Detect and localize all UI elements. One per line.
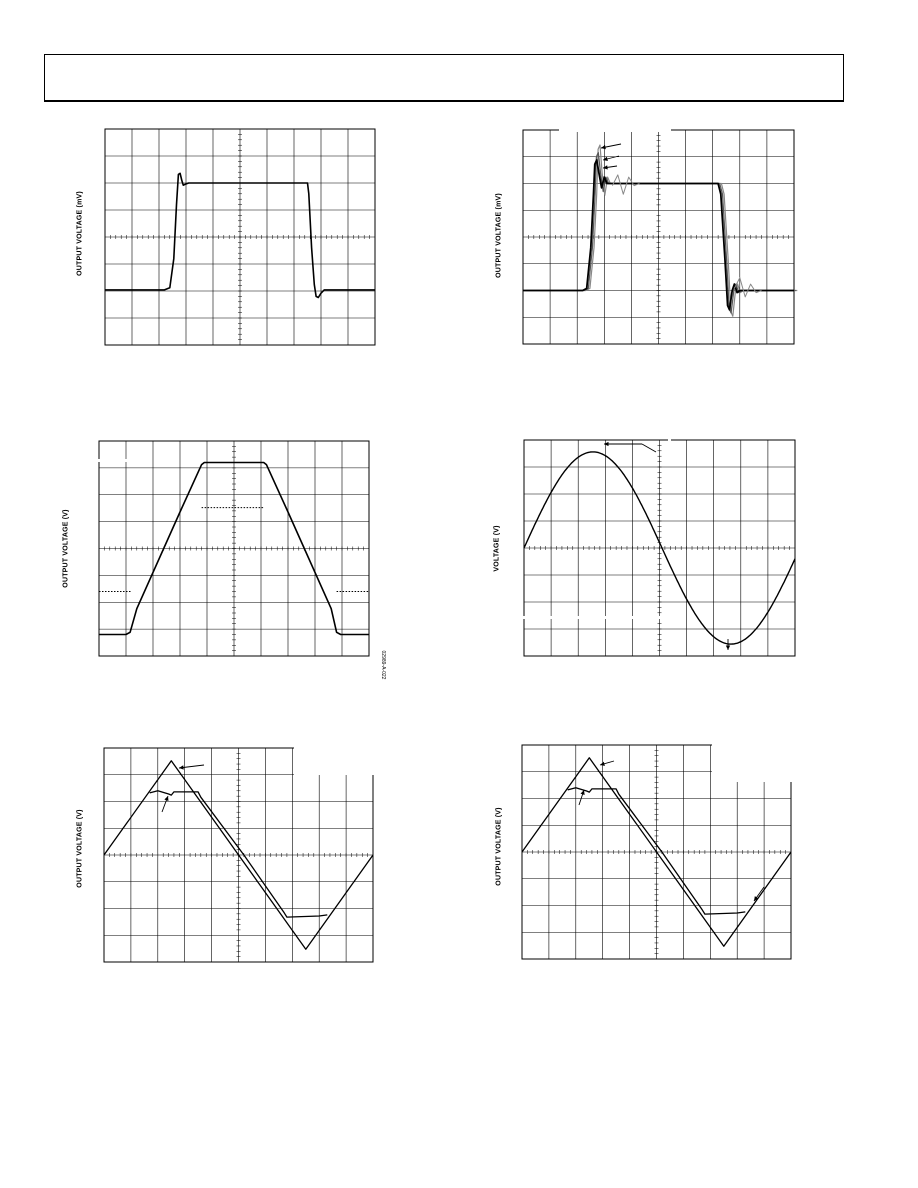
- p4-label-gap-top: [668, 439, 671, 459]
- p6-ylabel: OUTPUT VOLTAGE (V): [495, 807, 503, 886]
- p1-plot: [105, 129, 375, 345]
- p4-ylabel: VOLTAGE (V): [493, 525, 501, 572]
- p2-annotation-arrow-3: [603, 165, 617, 169]
- p5-ylabel: OUTPUT VOLTAGE (V): [76, 809, 84, 888]
- p3-plot: [99, 441, 369, 656]
- p2-series-b: [525, 153, 796, 314]
- p3-ylabel: OUTPUT VOLTAGE (V): [62, 509, 70, 588]
- p6-annotation-arrow-3: [754, 887, 764, 901]
- p4-annotation-arrow-bottom-head: [726, 645, 730, 650]
- p3-figure-number: 02989-A-022: [380, 650, 386, 680]
- p2-series-ringing: [612, 175, 639, 194]
- p6-annotation-arrow-2-head: [581, 790, 585, 795]
- p6-label-gap: [712, 744, 792, 782]
- p4-annotation-leader-top: [642, 444, 656, 452]
- p4-label-gap-bottom: [523, 616, 667, 619]
- page-header-box: [44, 54, 844, 102]
- p2-annotation-arrow-3-head: [603, 165, 608, 169]
- p6-plot: [522, 745, 791, 959]
- p5-annotation-arrow-1: [179, 765, 204, 770]
- p5-plot: [104, 748, 373, 962]
- p2-ylabel: OUTPUT VOLTAGE (mV): [495, 193, 503, 278]
- p2-annotation-arrow-1-head: [601, 145, 606, 149]
- p5-annotation-arrow-2: [162, 796, 168, 812]
- p6-annotation-arrow-2: [579, 790, 585, 805]
- p6-annotation-arrow-1: [600, 761, 614, 766]
- p2-annotation-arrow-2-head: [603, 157, 608, 161]
- p5-label-gap: [294, 747, 374, 775]
- p2-plot: [523, 130, 794, 344]
- p4-plot: [524, 440, 795, 656]
- p4-annotation-arrow-top-head: [604, 442, 609, 446]
- p1-grid: [105, 129, 375, 345]
- p1-ylabel: OUTPUT VOLTAGE (mV): [76, 191, 84, 276]
- p3-label-gap: [98, 459, 150, 462]
- p3-grid: [99, 441, 369, 656]
- p4-annotation-arrow-top: [604, 442, 642, 446]
- p2-grid: [523, 130, 794, 344]
- p4-grid: [524, 440, 795, 656]
- p2-label-gap: [559, 129, 671, 132]
